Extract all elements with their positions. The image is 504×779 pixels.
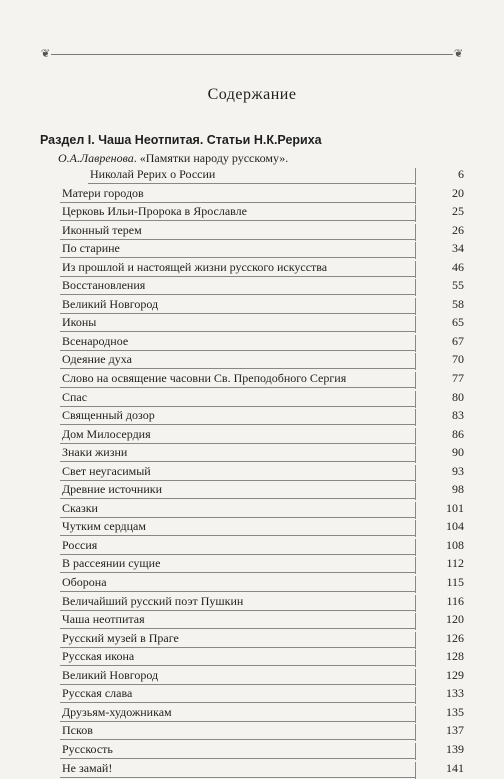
toc-entry-page: 98 — [452, 482, 464, 497]
toc-entry-title: По старине — [62, 241, 120, 256]
toc-entry-separator — [415, 706, 416, 723]
toc-entry-page: 70 — [452, 352, 464, 367]
toc-entry-separator — [415, 520, 416, 537]
toc-entry-page: 126 — [446, 631, 464, 646]
toc-entry-title: Сказки — [62, 501, 98, 516]
ornament-left-icon: ❦ — [40, 49, 51, 60]
toc-entry — [0, 686, 504, 705]
toc-entry-separator — [415, 669, 416, 686]
toc-entry-page: 86 — [452, 427, 464, 442]
ornament-right-icon: ❦ — [453, 49, 464, 60]
toc-entry-title: Не замай! — [62, 761, 112, 776]
toc-entry-underline — [60, 721, 416, 722]
toc-entry — [0, 575, 504, 594]
toc-entry-title: Знаки жизни — [62, 445, 127, 460]
toc-entry — [0, 186, 504, 205]
toc-entry-underline — [60, 350, 416, 351]
toc-entry-page: 80 — [452, 390, 464, 405]
toc-entry-title: Восстановления — [62, 278, 145, 293]
toc-entry — [0, 464, 504, 483]
toc-entry-title: Великий Новгород — [62, 297, 158, 312]
toc-entry-title: Николай Рерих о России — [90, 167, 215, 182]
toc-entry-title: Русская икона — [62, 649, 134, 664]
toc-entry — [0, 668, 504, 687]
toc-entry-underline — [60, 702, 416, 703]
toc-entry-title: Иконы — [62, 315, 96, 330]
toc-entry-title: Псков — [62, 723, 93, 738]
toc-entry-underline — [60, 610, 416, 611]
toc-entry-page: 26 — [452, 223, 464, 238]
toc-entry — [0, 556, 504, 575]
toc-entry-page: 77 — [452, 371, 464, 386]
toc-entry — [0, 390, 504, 409]
toc-entry — [0, 260, 504, 279]
toc-entry-page: 65 — [452, 315, 464, 330]
toc-entry-title: Россия — [62, 538, 97, 553]
toc-entry — [0, 315, 504, 334]
toc-entry-separator — [415, 576, 416, 593]
toc-entry-separator — [415, 446, 416, 463]
toc-entry — [0, 538, 504, 557]
toc-entry-separator — [415, 353, 416, 370]
toc-entry-underline — [60, 572, 416, 573]
toc-entry-separator — [415, 724, 416, 741]
toc-entry-page: 104 — [446, 519, 464, 534]
toc-entry-page: 58 — [452, 297, 464, 312]
toc-entry-underline — [60, 387, 416, 388]
toc-entry-separator — [415, 335, 416, 352]
toc-entry-title: Дом Милосердия — [62, 427, 151, 442]
toc-entry-underline — [60, 331, 416, 332]
toc-entry-title: Из прошлой и настоящей жизни русского искусства — [62, 260, 327, 275]
toc-entry-title: Чутким сердцам — [62, 519, 146, 534]
toc-entry — [0, 631, 504, 650]
toc-entry-page: 112 — [446, 556, 464, 571]
toc-entry — [0, 241, 504, 260]
toc-entry-page: 141 — [446, 761, 464, 776]
toc-entry-separator — [415, 650, 416, 667]
toc-entry — [0, 519, 504, 538]
toc-entry — [0, 649, 504, 668]
toc-entry-page: 128 — [446, 649, 464, 664]
toc-entry-title: Русский музей в Праге — [62, 631, 179, 646]
toc-entry-underline — [60, 276, 416, 277]
toc-entry-title: Русскость — [62, 742, 113, 757]
toc-entry-separator — [415, 409, 416, 426]
toc-entry-underline — [60, 739, 416, 740]
toc-entry-separator — [415, 632, 416, 649]
toc-list — [0, 167, 504, 779]
toc-entry-separator — [415, 539, 416, 556]
toc-entry — [0, 761, 504, 779]
toc-entry-title: Друзьям-художникам — [62, 705, 172, 720]
toc-entry-title: Матери городов — [62, 186, 144, 201]
toc-entry-page: 116 — [446, 594, 464, 609]
toc-entry-separator — [415, 298, 416, 315]
toc-entry-title: Всенародное — [62, 334, 128, 349]
toc-entry-page: 20 — [452, 186, 464, 201]
toc-entry-separator — [415, 483, 416, 500]
toc-entry-separator — [415, 428, 416, 445]
intro-text: . «Памятки народу русскому». — [134, 151, 289, 165]
toc-entry — [0, 612, 504, 631]
toc-entry — [0, 223, 504, 242]
toc-entry — [0, 742, 504, 761]
page-title: Содержание — [0, 86, 504, 104]
toc-entry-page: 129 — [446, 668, 464, 683]
toc-entry-underline — [60, 368, 416, 369]
toc-entry-page: 90 — [452, 445, 464, 460]
toc-entry-underline — [60, 202, 416, 203]
toc-entry-separator — [415, 205, 416, 222]
toc-entry-underline — [60, 591, 416, 592]
toc-entry-page: 135 — [446, 705, 464, 720]
toc-entry-separator — [415, 502, 416, 519]
toc-entry-page: 139 — [446, 742, 464, 757]
toc-entry-separator — [415, 279, 416, 296]
toc-entry-page: 83 — [452, 408, 464, 423]
toc-entry-separator — [415, 613, 416, 630]
toc-entry — [0, 445, 504, 464]
toc-entry-separator — [415, 168, 416, 185]
section-heading: Раздел I. Чаша Неотпитая. Статьи Н.К.Рериха — [40, 133, 464, 147]
toc-entry-separator — [415, 557, 416, 574]
toc-entry-title: Величайший русский поэт Пушкин — [62, 594, 243, 609]
toc-entry-title: Русская слава — [62, 686, 132, 701]
toc-entry-page: 67 — [452, 334, 464, 349]
toc-entry-separator — [415, 595, 416, 612]
toc-entry — [0, 204, 504, 223]
toc-entry-title: Свет неугасимый — [62, 464, 151, 479]
toc-entry-underline — [60, 517, 416, 518]
toc-entry-page: 120 — [446, 612, 464, 627]
toc-entry-title: Священный дозор — [62, 408, 155, 423]
intro-author: О.А.Лавренова — [58, 151, 134, 165]
toc-entry — [0, 371, 504, 390]
toc-entry-title: Спас — [62, 390, 87, 405]
toc-entry-separator — [415, 261, 416, 278]
toc-entry-underline — [60, 628, 416, 629]
toc-entry-underline — [60, 647, 416, 648]
header-rule — [46, 54, 458, 55]
toc-entry-page: 93 — [452, 464, 464, 479]
toc-entry-underline — [60, 257, 416, 258]
toc-entry-page: 115 — [446, 575, 464, 590]
toc-entry-underline — [60, 498, 416, 499]
toc-entry-separator — [415, 687, 416, 704]
toc-entry-page: 34 — [452, 241, 464, 256]
toc-entry-underline — [60, 294, 416, 295]
toc-entry-page: 46 — [452, 260, 464, 275]
toc-entry-underline — [60, 777, 416, 778]
toc-entry — [0, 482, 504, 501]
toc-entry — [0, 705, 504, 724]
toc-entry-page: 55 — [452, 278, 464, 293]
toc-entry-page: 133 — [446, 686, 464, 701]
toc-entry-underline — [60, 239, 416, 240]
toc-entry-title: Одеяние духа — [62, 352, 132, 367]
toc-entry-underline — [88, 183, 416, 184]
toc-entry-separator — [415, 391, 416, 408]
toc-entry-underline — [60, 684, 416, 685]
toc-entry — [0, 501, 504, 520]
toc-entry-title: Древние источники — [62, 482, 162, 497]
toc-entry-separator — [415, 743, 416, 760]
toc-entry-underline — [60, 424, 416, 425]
toc-entry-page: 25 — [452, 204, 464, 219]
toc-entry-separator — [415, 465, 416, 482]
toc-entry — [0, 278, 504, 297]
toc-entry — [0, 352, 504, 371]
toc-entry-underline — [60, 480, 416, 481]
toc-entry-page: 137 — [446, 723, 464, 738]
toc-entry-underline — [60, 758, 416, 759]
toc-entry-title: Чаша неотпитая — [62, 612, 145, 627]
toc-entry-underline — [60, 313, 416, 314]
toc-entry-separator — [415, 224, 416, 241]
toc-entry-underline — [60, 461, 416, 462]
toc-entry-title: Иконный терем — [62, 223, 142, 238]
toc-entry-underline — [60, 443, 416, 444]
toc-entry — [0, 408, 504, 427]
toc-entry-separator — [415, 762, 416, 779]
toc-entry — [0, 427, 504, 446]
toc-entry-underline — [60, 406, 416, 407]
intro-line — [58, 151, 464, 165]
toc-entry-separator — [415, 187, 416, 204]
toc-entry-underline — [60, 220, 416, 221]
toc-entry-title: Великий Новгород — [62, 668, 158, 683]
toc-entry — [0, 334, 504, 353]
toc-entry-title: Церковь Ильи-Пророка в Ярославле — [62, 204, 247, 219]
toc-entry-page: 6 — [458, 167, 464, 182]
toc-entry-title: Слово на освящение часовни Св. Преподобного Сергия — [62, 371, 346, 386]
toc-entry-underline — [60, 535, 416, 536]
toc-entry-page: 108 — [446, 538, 464, 553]
toc-entry — [0, 723, 504, 742]
toc-entry-separator — [415, 316, 416, 333]
toc-entry-separator — [415, 242, 416, 259]
toc-entry-title: В рассеянии сущие — [62, 556, 160, 571]
toc-entry-separator — [415, 372, 416, 389]
toc-entry — [0, 297, 504, 316]
toc-entry-underline — [60, 554, 416, 555]
toc-entry-title: Оборона — [62, 575, 107, 590]
toc-entry-page: 101 — [446, 501, 464, 516]
toc-entry — [0, 594, 504, 613]
toc-entry-underline — [60, 665, 416, 666]
toc-entry — [0, 167, 504, 186]
